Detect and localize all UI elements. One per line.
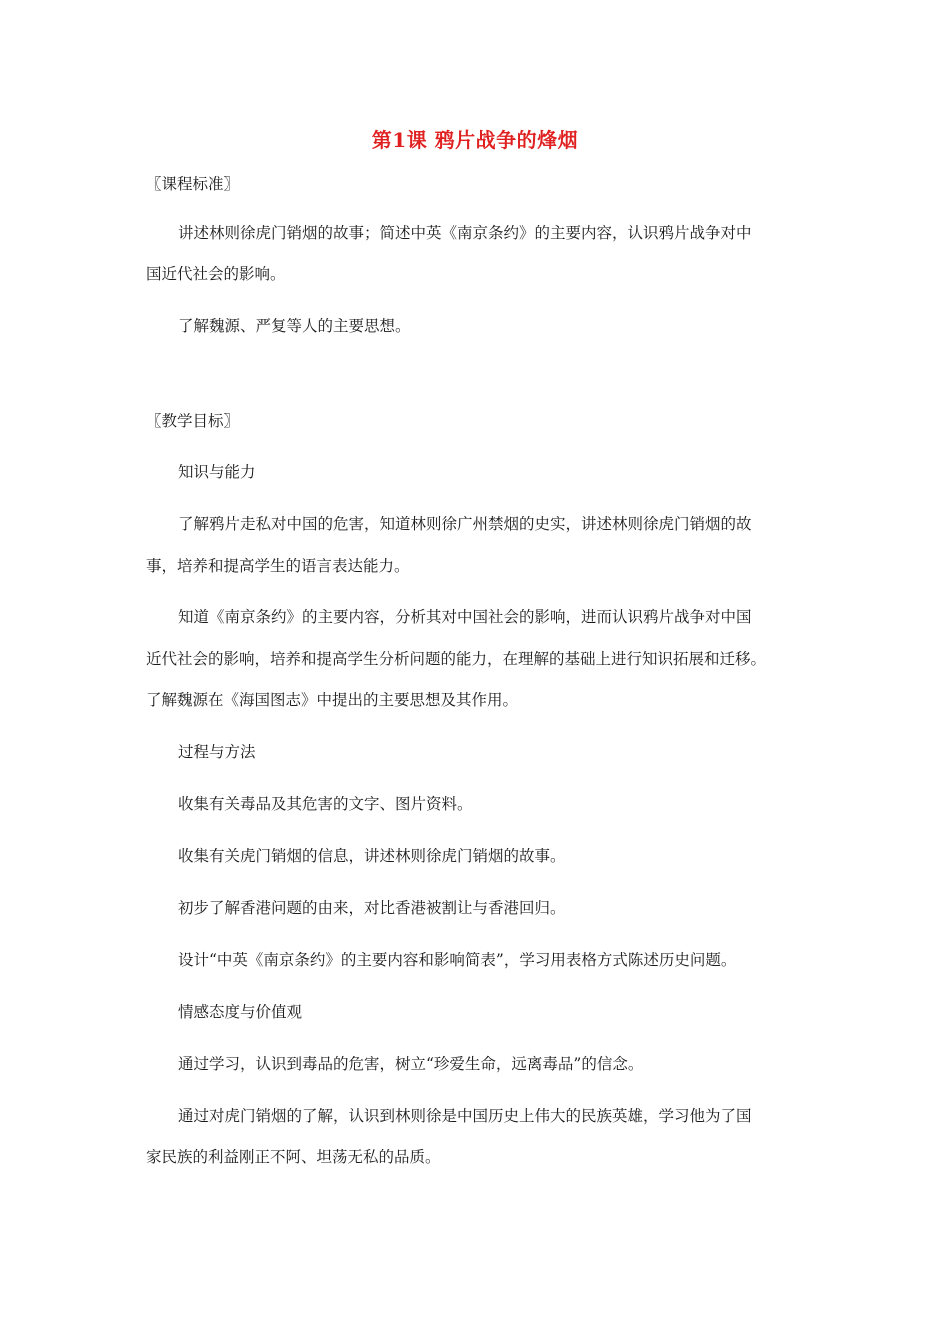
process-item-4: 设计“中英《南京条约》的主要内容和影响简表”，学习用表格方式陈述历史问题。	[178, 951, 737, 969]
subheading-values: 情感态度与价值观	[178, 1003, 303, 1021]
standard-paragraph-2: 了解魏源、严复等人的主要思想。	[178, 317, 411, 335]
process-item-3: 初步了解香港问题的由来，对比香港被割让与香港回归。	[178, 899, 566, 917]
knowledge-paragraph-1-line-2: 事，培养和提高学生的语言表达能力。	[146, 557, 410, 575]
section-heading-standard: 〖课程标准〗	[146, 175, 240, 193]
subheading-knowledge: 知识与能力	[178, 463, 256, 481]
values-item-2-line-2: 家民族的利益刚正不阿、坦荡无私的品质。	[146, 1148, 441, 1166]
standard-paragraph-1-line-2: 国近代社会的影响。	[146, 265, 286, 283]
values-item-1: 通过学习，认识到毒品的危害，树立“珍爱生命，远离毒品”的信念。	[178, 1055, 644, 1073]
knowledge-paragraph-2-line-1: 知道《南京条约》的主要内容，分析其对中国社会的影响，进而认识鸦片战争对中国	[178, 608, 752, 626]
section-heading-objectives: 〖教学目标〗	[146, 412, 240, 430]
process-item-1: 收集有关毒品及其危害的文字、图片资料。	[178, 795, 473, 813]
process-item-2: 收集有关虎门销烟的信息，讲述林则徐虎门销烟的故事。	[178, 847, 566, 865]
page-title: 第1课 鸦片战争的烽烟	[371, 128, 579, 152]
knowledge-paragraph-2-line-3: 了解魏源在《海国图志》中提出的主要思想及其作用。	[146, 691, 519, 709]
knowledge-paragraph-1-line-1: 了解鸦片走私对中国的危害，知道林则徐广州禁烟的史实，讲述林则徐虎门销烟的故	[178, 515, 752, 533]
subheading-process: 过程与方法	[178, 743, 256, 761]
knowledge-paragraph-2-line-2: 近代社会的影响，培养和提高学生分析问题的能力，在理解的基础上进行知识拓展和迁移。	[146, 650, 767, 668]
standard-paragraph-1-line-1: 讲述林则徐虎门销烟的故事；简述中英《南京条约》的主要内容，认识鸦片战争对中	[178, 224, 752, 242]
values-item-2-line-1: 通过对虎门销烟的了解，认识到林则徐是中国历史上伟大的民族英雄，学习他为了国	[178, 1107, 752, 1125]
